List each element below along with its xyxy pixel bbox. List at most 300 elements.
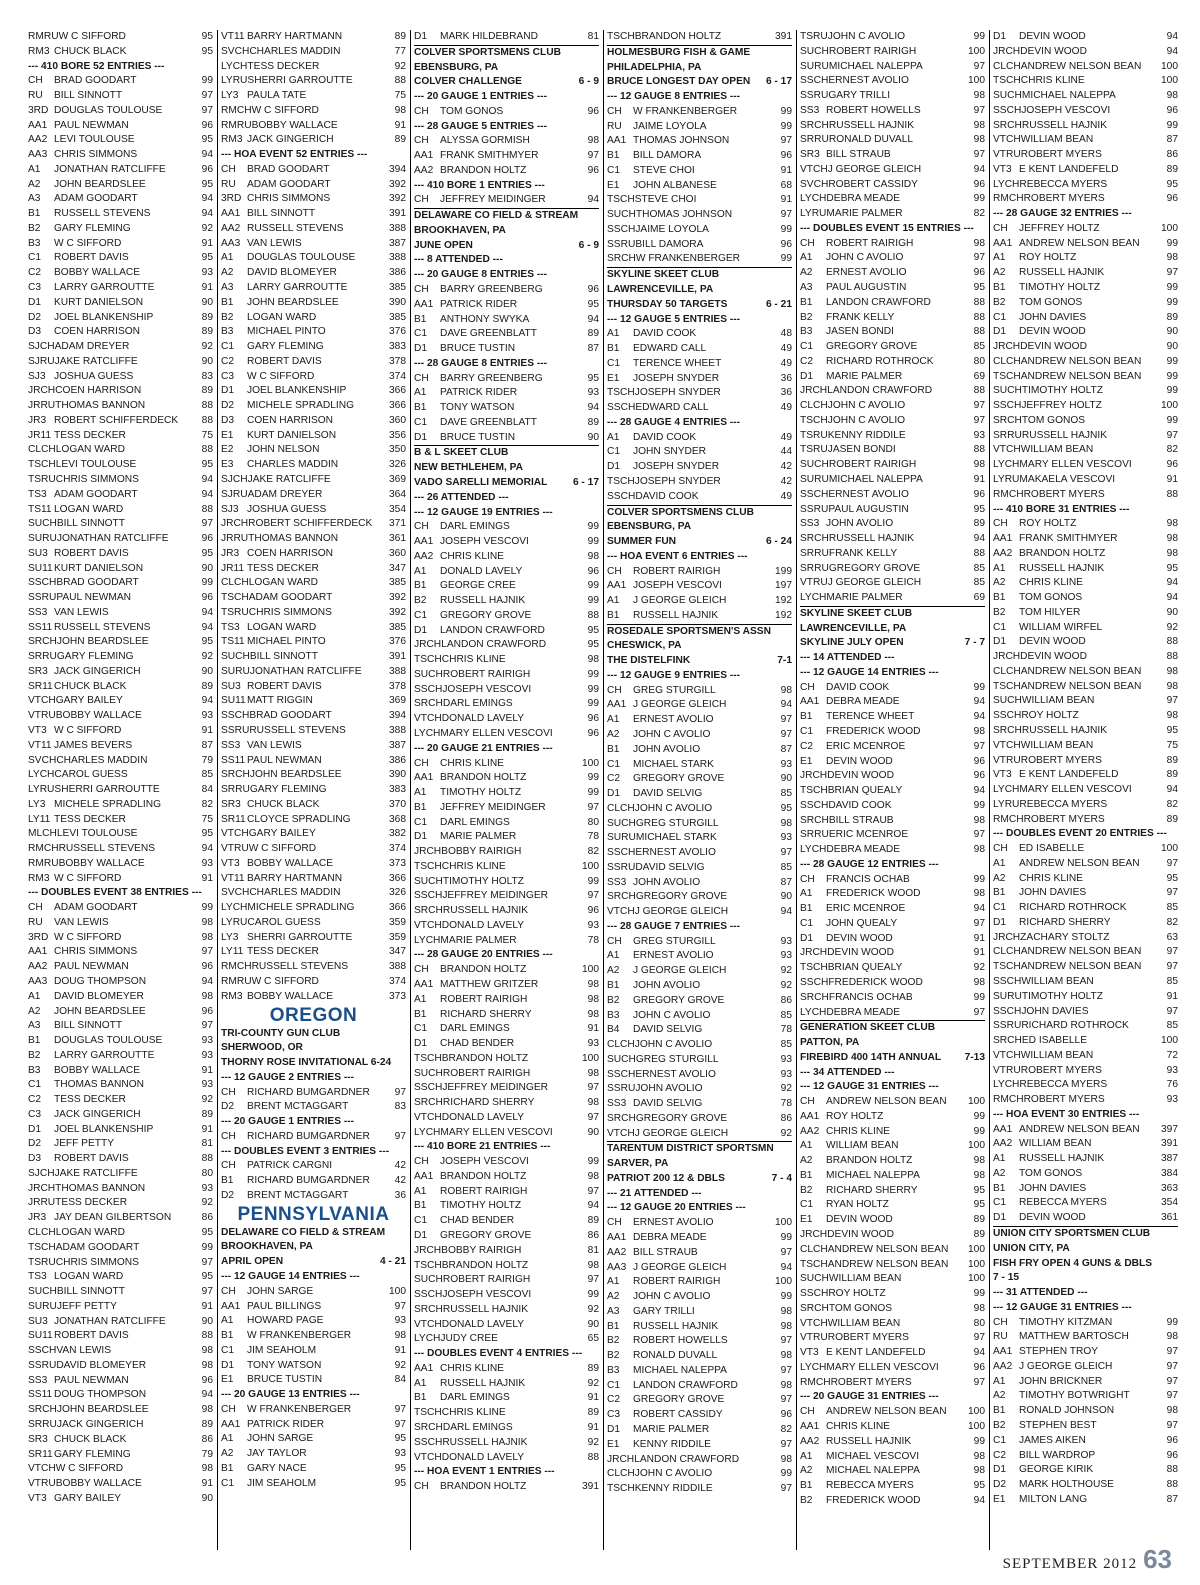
score: 98 [973, 1302, 985, 1314]
result-row [221, 488, 406, 503]
class-code: SURU [28, 533, 57, 545]
shooter-name: MARY ELLEN VESCOVI [826, 1361, 939, 1373]
class-code: E1 [607, 372, 620, 384]
class-code: B3 [607, 1009, 620, 1021]
class-code: JRCH [28, 1182, 56, 1194]
shooter-name: GREG STURGILL [633, 684, 716, 696]
shooter-name: BOBBY WALLACE [58, 857, 145, 869]
score: 347 [389, 562, 406, 574]
result-row [28, 1448, 213, 1463]
result-row [993, 768, 1178, 783]
class-code: SRCH [800, 119, 829, 131]
shooter-name: BRANDON HOLTZ [440, 1170, 527, 1182]
result-row [800, 1376, 985, 1391]
result-row [221, 370, 406, 385]
result-row [414, 579, 599, 594]
shooter-name: GARY BAILEY [54, 1492, 122, 1504]
shooter-name: CHRIS KLINE [440, 1362, 504, 1374]
result-row [993, 1019, 1178, 1034]
class-code: C1 [993, 311, 1007, 323]
result-row [414, 1170, 599, 1185]
class-code: CH [221, 1403, 236, 1415]
result-row [607, 386, 792, 401]
score: 90 [587, 431, 599, 443]
result-row [221, 842, 406, 857]
score: 82 [780, 1423, 792, 1435]
result-row [28, 133, 213, 148]
score: 91 [780, 164, 792, 176]
score: 94 [973, 711, 985, 723]
shooter-name: ANDREW NELSON BEAN [1020, 665, 1142, 677]
shooter-name: BRENT MCTAGGART [247, 1101, 349, 1113]
class-code: SVCH [221, 45, 250, 57]
shooter-name: MATT RIGGIN [247, 695, 313, 707]
class-code: SSCH [800, 488, 829, 500]
shooter-name: MAKAELA VESCOVI [1019, 473, 1116, 485]
result-row [607, 979, 792, 994]
result-row [221, 931, 406, 946]
score: 97 [780, 135, 792, 147]
class-code: SRRU [800, 829, 829, 841]
results-column [796, 30, 985, 1550]
score: 100 [582, 1052, 599, 1064]
result-row [800, 1006, 985, 1021]
class-code: SUCH [414, 875, 443, 887]
shooter-name: LARRY GARROUTTE [54, 1049, 155, 1061]
class-code: E3 [221, 459, 234, 471]
score: 80 [587, 816, 599, 828]
class-code: SURU [221, 665, 250, 677]
class-code: C2 [607, 1394, 621, 1406]
class-code: A2 [993, 872, 1006, 884]
shooter-name: TIMOTHY HOLTZ [442, 875, 524, 887]
shooter-name: RICHARD ROTHROCK [826, 355, 934, 367]
shooter-name: CHRIS KLINE [826, 1125, 890, 1137]
result-row [28, 207, 213, 222]
result-row [800, 932, 985, 947]
class-code: D1 [607, 461, 621, 473]
score: 97 [201, 1256, 213, 1268]
result-row [800, 340, 985, 355]
score: 85 [973, 562, 985, 574]
result-row [800, 1450, 985, 1465]
result-row [28, 1492, 213, 1507]
score: 98 [587, 550, 599, 562]
result-row [607, 1023, 792, 1038]
score: 99 [587, 595, 599, 607]
club-name: GENERATION SKEET CLUB [800, 1020, 985, 1036]
class-code: SSCH [414, 1082, 443, 1094]
shooter-name: RICHARD SHERRY [440, 1008, 532, 1020]
shooter-name: DOUGLAS TOULOUSE [247, 252, 356, 264]
shooter-name: LARRY GARROUTTE [247, 282, 348, 294]
class-code: JRCH [414, 846, 442, 858]
class-code: LYCH [414, 727, 441, 739]
class-code: AA1 [414, 1170, 434, 1182]
class-code: SUCH [800, 459, 829, 471]
class-code: LYCH [993, 459, 1020, 471]
event-heading: --- 20 GAUGE 31 ENTRIES --- [800, 1391, 939, 1403]
score: 91 [973, 473, 985, 485]
event-title [607, 654, 792, 669]
result-row [607, 802, 792, 817]
event-heading: --- DOUBLES EVENT 15 ENTRIES --- [800, 222, 974, 234]
shooter-name: DEBRA MEADE [826, 696, 900, 708]
result-row [221, 340, 406, 355]
class-code: SURU [800, 473, 829, 485]
class-code: A1 [414, 787, 427, 799]
shooter-name: PAUL NEWMAN [56, 592, 132, 604]
score: 97 [587, 890, 599, 902]
result-row [800, 946, 985, 961]
score: 364 [389, 488, 406, 500]
class-code: CLCH [993, 355, 1021, 367]
class-code: A2 [993, 577, 1006, 589]
result-row [993, 30, 1178, 45]
score: 78 [587, 934, 599, 946]
score: 89 [1166, 311, 1178, 323]
shooter-name: ANTHONY SWYKA [440, 313, 530, 325]
result-row [800, 1184, 985, 1199]
score: 99 [1166, 355, 1178, 367]
class-code: D1 [993, 636, 1007, 648]
class-code: RU [28, 90, 43, 102]
result-row [28, 945, 213, 960]
class-code: AA1 [993, 533, 1013, 545]
shooter-name: SHERRI GARROUTTE [247, 931, 353, 943]
event-heading: --- 12 GAUGE 14 ENTRIES --- [800, 666, 939, 678]
result-row [607, 342, 792, 357]
score: 100 [1161, 400, 1178, 412]
result-row [800, 562, 985, 577]
class-code: SUCH [607, 817, 636, 829]
class-code: SSCH [414, 683, 443, 695]
score: 387 [389, 739, 406, 751]
class-code: VT3 [221, 857, 240, 869]
shooter-name: DAVID SELVIG [633, 788, 703, 800]
result-row [607, 728, 792, 743]
class-code: TS11 [28, 503, 52, 515]
score: 96 [973, 178, 985, 190]
score: 92 [394, 60, 406, 72]
class-code: LYCH [221, 902, 248, 914]
score: 94 [973, 785, 985, 797]
class-code: LY3 [28, 798, 46, 810]
score: 90 [587, 1126, 599, 1138]
score: 97 [587, 150, 599, 162]
class-code: SS11 [28, 1389, 53, 1401]
result-row [607, 609, 792, 624]
shooter-name: CHRIS KLINE [440, 757, 504, 769]
result-row [607, 1275, 792, 1290]
score: 93 [201, 267, 213, 279]
class-code: SSCH [993, 1005, 1022, 1017]
result-row [28, 266, 213, 281]
shooter-name: ERIC MCENROE [826, 903, 906, 915]
class-code: VTCH [993, 134, 1021, 146]
result-row [800, 532, 985, 547]
shooter-name: VAN LEWIS [54, 606, 109, 618]
result-row [28, 340, 213, 355]
result-row [221, 872, 406, 887]
class-code: D1 [800, 370, 814, 382]
class-code: SR11 [221, 813, 246, 825]
class-code: RMCH [800, 1376, 831, 1388]
score: 366 [389, 400, 406, 412]
result-row [414, 1303, 599, 1318]
class-code: JRCH [993, 931, 1021, 943]
class-code: AA1 [414, 979, 434, 990]
class-code: A1 [414, 1185, 427, 1197]
event-name: APRIL OPEN [221, 1256, 284, 1268]
result-row [28, 163, 213, 178]
score: 98 [780, 1379, 792, 1391]
class-code: SRRU [800, 562, 829, 574]
shooter-name: DAVID BLOMEYER [247, 267, 337, 279]
shooter-name: GREG STURGILL [635, 1053, 719, 1065]
result-row [414, 771, 599, 786]
result-row [800, 991, 985, 1006]
score: 99 [973, 31, 985, 42]
result-row [414, 1288, 599, 1303]
score: 89 [587, 416, 599, 428]
shooter-name: RUSSELL HAJNIK [633, 1320, 719, 1332]
shooter-name: CHAD BENDER [440, 1215, 515, 1227]
score: 92 [587, 1436, 599, 1448]
event-info-line: SHERWOOD, OR [221, 1042, 303, 1054]
shooter-name: BRANDON HOLTZ [441, 1259, 529, 1271]
result-row [28, 399, 213, 414]
score: 86 [780, 1112, 792, 1124]
class-code: B1 [800, 711, 813, 723]
event-info-line: EBENSBURG, PA [414, 61, 499, 73]
event-heading: --- 12 GAUGE 31 ENTRIES --- [800, 1081, 939, 1093]
score: 97 [973, 1006, 985, 1018]
result-row [993, 1093, 1178, 1108]
shooter-name: HOWARD PAGE [247, 1315, 324, 1327]
class-code: A2 [800, 1465, 813, 1477]
result-row [414, 1008, 599, 1023]
shooter-name: JEFFREY MEIDINGER [442, 890, 548, 902]
result-row [28, 458, 213, 473]
class-code: A3 [221, 282, 234, 294]
shooter-name: BOBBY WALLACE [247, 857, 334, 869]
shooter-name: JOHN BEARDSLEE [54, 178, 146, 190]
event-title [607, 298, 792, 313]
shooter-name: JOHN SARGE [247, 1433, 314, 1445]
class-code: JRCH [800, 770, 828, 782]
result-row [800, 1272, 985, 1287]
class-code: A1 [993, 1375, 1006, 1387]
result-row [800, 1228, 985, 1243]
score: 100 [1161, 222, 1178, 234]
class-code: AA2 [993, 1360, 1013, 1372]
score: 98 [1166, 680, 1178, 692]
score: 97 [780, 1246, 792, 1258]
shooter-name: PATRICK RIDER [440, 387, 518, 399]
score: 95 [201, 1271, 213, 1283]
class-code: LYRU [221, 916, 248, 928]
club-name: COLVER SPORTSMENS CLUB [414, 45, 599, 61]
result-row [607, 1127, 792, 1142]
score: 72 [1166, 1049, 1178, 1061]
score: 96 [587, 713, 599, 725]
score: 392 [389, 178, 406, 190]
class-code: LY3 [221, 90, 239, 102]
score: 94 [201, 193, 213, 205]
shooter-name: ROBERT HOWELLS [826, 104, 921, 116]
shooter-name: JOHN SARGE [247, 1285, 314, 1297]
result-row [221, 222, 406, 237]
result-row [414, 550, 599, 565]
result-row [28, 1285, 213, 1300]
shooter-name: ANDREW NELSON BEAN [1020, 370, 1142, 382]
class-code: LY11 [28, 813, 51, 825]
score: 96 [973, 488, 985, 500]
class-code: B3 [800, 326, 813, 338]
shooter-name: PATRICK RIDER [247, 1418, 325, 1430]
score: 82 [973, 208, 985, 220]
score: 99 [587, 536, 599, 548]
class-code: C1 [607, 758, 621, 770]
result-row [993, 1449, 1178, 1464]
result-row [993, 370, 1178, 385]
score: 359 [389, 931, 406, 943]
shooter-name: MATTHEW BARTOSCH [1019, 1331, 1129, 1343]
class-code: AA2 [993, 547, 1013, 559]
result-row [993, 591, 1178, 606]
result-row [607, 684, 792, 699]
club-name: SKYLINE SKEET CLUB [800, 606, 985, 622]
shooter-name: CHAD BENDER [440, 1038, 515, 1050]
score: 392 [389, 193, 406, 205]
class-code: B2 [221, 311, 234, 323]
result-row [414, 1259, 599, 1274]
class-code: TSCH [414, 1052, 442, 1064]
score: 326 [389, 887, 406, 899]
score: 78 [780, 1024, 792, 1036]
score: 93 [587, 387, 599, 399]
result-row [28, 443, 213, 458]
score: 99 [973, 799, 985, 811]
result-row [800, 1317, 985, 1332]
shooter-name: DARL EMINGS [440, 1392, 510, 1404]
class-code: SRRU [221, 784, 250, 796]
score: 89 [201, 680, 213, 692]
result-row [607, 1482, 792, 1497]
class-code: SSCH [607, 402, 636, 414]
shooter-name: W C SIFFORD [251, 104, 319, 116]
shooter-name: J GEORGE GLEICH [633, 595, 727, 607]
score: 90 [201, 355, 213, 367]
result-row [414, 609, 599, 624]
score: 97 [780, 1394, 792, 1406]
shooter-name: LANDON CRAWFORD [826, 296, 931, 308]
shooter-name: ANDREW NELSON BEAN [1019, 237, 1140, 249]
score: 88 [201, 1330, 213, 1342]
shooter-name: JONATHAN RATCLIFFE [56, 533, 169, 545]
result-row [28, 1064, 213, 1079]
class-code: LY3 [221, 931, 239, 943]
result-row [993, 1345, 1178, 1360]
shooter-name: MICHAEL NALEPPA [633, 1364, 727, 1376]
result-row [993, 74, 1178, 89]
result-row [993, 266, 1178, 281]
class-code: TSRU [221, 606, 249, 618]
event-heading: --- 410 BORE 52 ENTRIES --- [28, 60, 165, 72]
score: 36 [394, 1189, 406, 1201]
result-row [221, 1159, 406, 1174]
score: 81 [587, 1244, 599, 1256]
shooter-name: JOHN C AVOLIO [633, 728, 711, 740]
class-code: VTRU [800, 577, 828, 589]
result-row [28, 517, 213, 532]
shooter-name: PAUL NEWMAN [54, 119, 129, 131]
shooter-name: JOSEPH VESCOVI [440, 536, 529, 548]
score: 80 [973, 1317, 985, 1329]
class-code: D2 [221, 1101, 235, 1113]
shooter-name: E KENT LANDEFELD [1019, 769, 1119, 781]
result-row [414, 1155, 599, 1170]
shooter-name: JOHN DAVIES [1019, 311, 1087, 323]
score: 83 [394, 1101, 406, 1113]
shooter-name: W C SIFFORD [54, 872, 122, 884]
shooter-name: JASEN BONDI [827, 444, 896, 456]
class-code: SSCH [800, 799, 829, 811]
class-code: SRRU [28, 1418, 57, 1430]
shooter-name: BRANDON HOLTZ [826, 1155, 913, 1167]
class-code: SRCH [993, 1035, 1022, 1047]
result-row [221, 665, 406, 680]
result-row [414, 757, 599, 772]
score: 95 [780, 802, 792, 814]
shooter-name: COEN HARRISON [55, 385, 142, 397]
result-row [221, 621, 406, 636]
shooter-name: JAY TAYLOR [247, 1448, 307, 1460]
score: 95 [394, 1462, 406, 1474]
result-row [800, 961, 985, 976]
score: 98 [1166, 1405, 1178, 1417]
shooter-name: RUSSELL HAJNIK [828, 533, 914, 545]
event-date: 7-1 [777, 655, 792, 667]
event-info-line: THORNY ROSE INVITATIONAL 6-24 [221, 1057, 392, 1069]
result-row [28, 178, 213, 193]
result-row [414, 1480, 599, 1495]
class-code: E1 [800, 755, 813, 767]
shooter-name: JOSEPH VESCOVI [633, 580, 722, 592]
event-date: 6 - 9 [578, 239, 599, 251]
score: 93 [780, 832, 792, 844]
result-row [221, 443, 406, 458]
score: 100 [582, 964, 599, 976]
result-row [800, 1243, 985, 1258]
class-code: JRCH [414, 639, 442, 651]
result-row [28, 192, 213, 207]
shooter-name: VAN LEWIS [247, 237, 302, 249]
class-code: AA1 [414, 150, 434, 162]
score: 98 [201, 931, 213, 943]
shooter-name: JOHN AVOLIO [826, 518, 894, 530]
event-info-line: FISH FRY OPEN 4 GUNS & DBLS [993, 1257, 1153, 1269]
score: 94 [201, 976, 213, 987]
score: 49 [780, 357, 792, 369]
score: 42 [394, 1160, 406, 1172]
class-code: JRRU [28, 400, 56, 412]
class-code: VTCH [28, 695, 56, 707]
class-code: B1 [993, 1182, 1006, 1194]
score: 76 [1166, 1079, 1178, 1091]
shooter-name: MARIE PALMER [826, 370, 903, 382]
